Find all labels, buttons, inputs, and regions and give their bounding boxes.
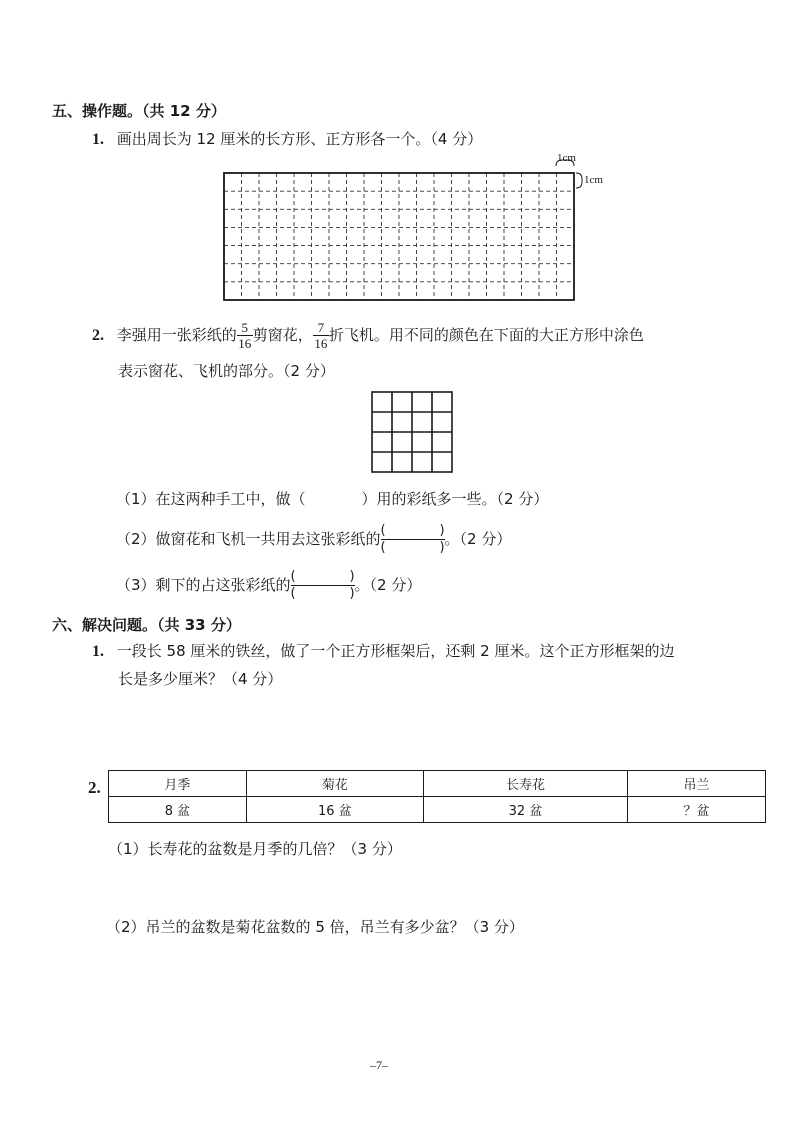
question-text-a: 李强用一张彩纸的	[116, 326, 237, 344]
table-header-row	[109, 771, 766, 797]
answer-fraction-blank[interactable]: ( ) ( )	[380, 523, 445, 555]
question-5-1	[92, 128, 482, 149]
flower-table	[108, 770, 766, 823]
question-text-line1: 一段长 58 厘米的铁丝，做了一个正方形框架后，还剩 2 厘米。这个正方形框架的边	[116, 642, 675, 660]
table-header-cell: 吊兰	[628, 771, 766, 797]
question-number: 2.	[88, 778, 101, 797]
sub-question-1: （1）长寿花的盆数是月季的几倍？（3 分）	[108, 840, 402, 858]
table-cell: 32 盆	[423, 797, 627, 823]
fraction-seven-sixteenths	[313, 320, 329, 351]
sub3-text: （3）剩下的占这张彩纸的	[116, 576, 291, 594]
table-header-cell: 月季	[109, 771, 247, 797]
sub2-tail: 。（2 分）	[444, 530, 512, 548]
section6-title: 六、解决问题。（共 33 分）	[52, 616, 241, 634]
question-text: 画出周长为 12 厘米的长方形、正方形各一个。（4 分）	[116, 130, 483, 148]
table-header-cell: 长寿花	[423, 771, 627, 797]
page-number: –7–	[370, 1058, 388, 1072]
table-row	[109, 797, 766, 823]
table-header-cell: 菊花	[246, 771, 423, 797]
question-5-2-line2: 表示窗花、飞机的部分。（2 分）	[118, 362, 335, 380]
sub-question-3	[116, 570, 421, 601]
question-6-1	[92, 640, 675, 661]
sub1-text-a: （1）在这两种手工中，做（	[116, 490, 306, 508]
numerator: 5	[241, 320, 249, 335]
question-text-line2: 长是多少厘米？（4 分）	[118, 670, 283, 688]
answer-fraction-blank[interactable]: ( ) ( )	[290, 569, 355, 601]
sub1-text-b: ）用的彩纸多一些。（2 分）	[361, 490, 549, 508]
sub-question-2: （2）吊兰的盆数是菊花盆数的 5 倍，吊兰有多少盆？（3 分）	[106, 918, 524, 936]
fraction-five-sixteenths	[237, 320, 253, 351]
table-cell: ？盆	[628, 797, 766, 823]
numerator: 7	[317, 320, 325, 335]
section5-title: 五、操作题。（共 12 分）	[52, 102, 226, 120]
sub-question-2	[116, 524, 511, 555]
denominator: 16	[314, 336, 328, 351]
coloring-square-grid[interactable]	[370, 390, 454, 474]
question-text-c: 折飞机。用不同的颜色在下面的大正方形中涂色	[328, 326, 644, 344]
sub3-tail: 。（2 分）	[354, 576, 422, 594]
question-text-b: 剪窗花，	[252, 326, 313, 344]
question-number: 1.	[92, 643, 104, 660]
question-number: 1.	[92, 131, 104, 148]
sub2-text: （2）做窗花和飞机一共用去这张彩纸的	[116, 530, 381, 548]
table-cell: 16 盆	[246, 797, 423, 823]
grid-unit-height-label: 1cm	[584, 174, 603, 186]
question-5-2	[92, 318, 644, 353]
denominator: 16	[238, 336, 252, 351]
sub-question-1	[116, 488, 548, 509]
grid-unit-width-label: 1cm	[557, 152, 576, 164]
table-cell: 8 盆	[109, 797, 247, 823]
grid-paper[interactable]	[220, 156, 590, 306]
question-number: 2.	[92, 327, 104, 344]
